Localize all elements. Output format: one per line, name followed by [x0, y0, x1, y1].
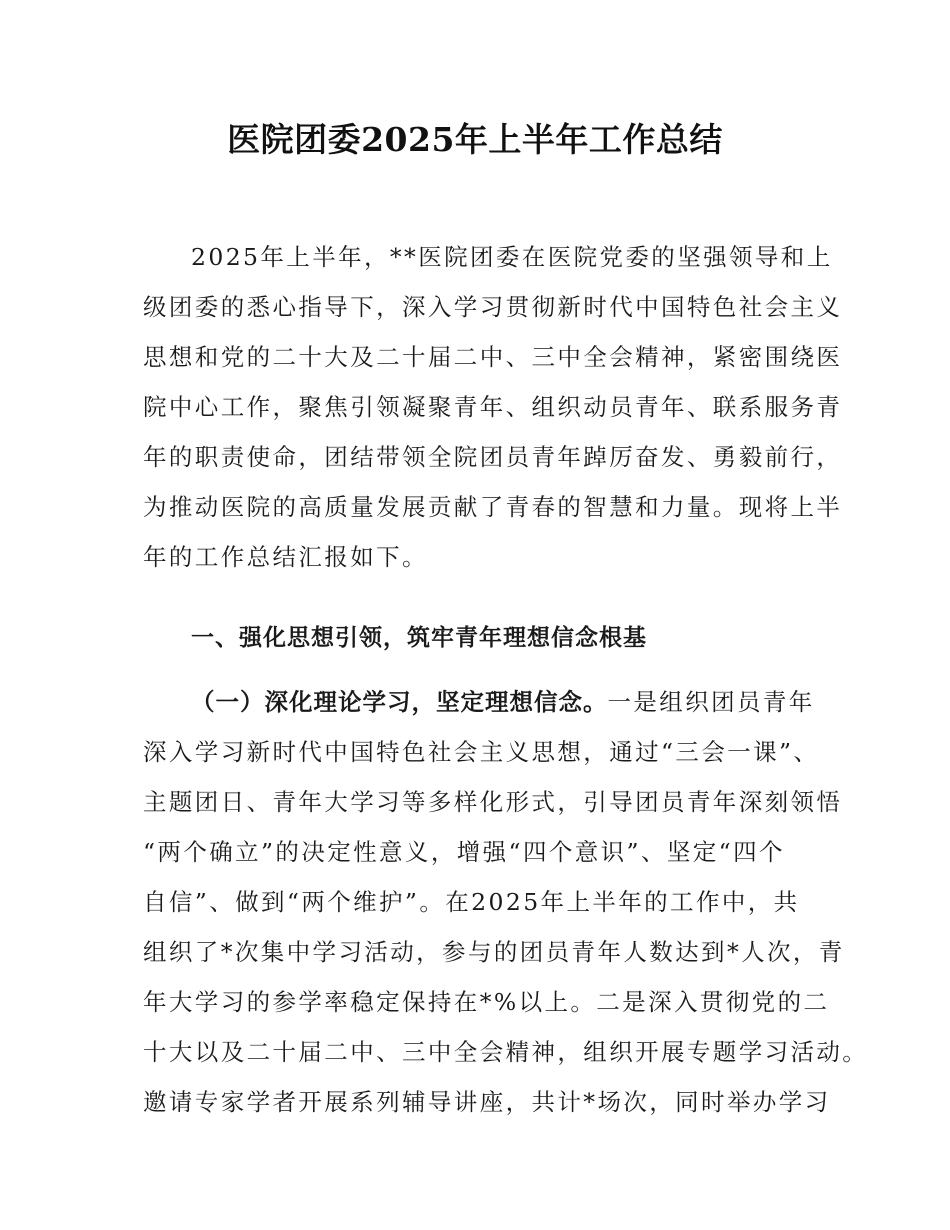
section-heading-block: [143, 613, 833, 663]
subsection-heading: （一）深化理论学习，坚定理想信念。: [191, 688, 608, 716]
paragraph-line: 深入学习新时代中国特色社会主义思想，通过“三会一课”、: [143, 738, 820, 766]
subsection-paragraph: [143, 677, 869, 1127]
paragraph-line: [143, 677, 833, 727]
subsection-first-line-text: 一是组织团员青年: [607, 688, 815, 716]
paragraph-line: 年的工作总结汇报如下。: [143, 543, 428, 571]
paragraph-line: 思想和党的二十大及二十届二中、三中全会精神，紧密围绕医: [143, 343, 843, 371]
document-title: 医院团委2025年上半年工作总结: [227, 120, 723, 159]
paragraph-line: “两个确立”的决定性意义，增强“四个意识”、坚定“四个: [143, 838, 785, 866]
paragraph-line: 为推动医院的高质量发展贡献了青春的智慧和力量。现将上半: [143, 493, 843, 521]
paragraph-line: 十大以及二十届二中、三中全会精神，组织开展专题学习活动。: [143, 1038, 869, 1066]
paragraph-line: 自信”、做到“两个维护”。在2025年上半年的工作中，共: [143, 888, 800, 916]
section-heading: 一、强化思想引领，筑牢青年理想信念根基: [191, 625, 647, 651]
paragraph-line: 年的职责使命，团结带领全院团员青年踔厉奋发、勇毅前行，: [143, 443, 843, 471]
paragraph-line: 2025年上半年，**医院团委在医院党委的坚强领导和上: [191, 243, 833, 271]
paragraph-line: 邀请专家学者开展系列辅导讲座，共计*场次，同时举办学习: [143, 1088, 831, 1116]
paragraph-line: 年大学习的参学率稳定保持在*%以上。二是深入贯彻党的二: [143, 988, 830, 1016]
paragraph-line: 级团委的悉心指导下，深入学习贯彻新时代中国特色社会主义: [143, 293, 843, 321]
intro-paragraph: [143, 232, 843, 582]
paragraph-line: 组织了*次集中学习活动，参与的团员青年人数达到*人次，青: [143, 938, 845, 966]
paragraph-line: 主题团日、青年大学习等多样化形式，引导团员青年深刻领悟: [143, 788, 843, 816]
paragraph-line: 院中心工作，聚焦引领凝聚青年、组织动员青年、联系服务青: [143, 393, 843, 421]
